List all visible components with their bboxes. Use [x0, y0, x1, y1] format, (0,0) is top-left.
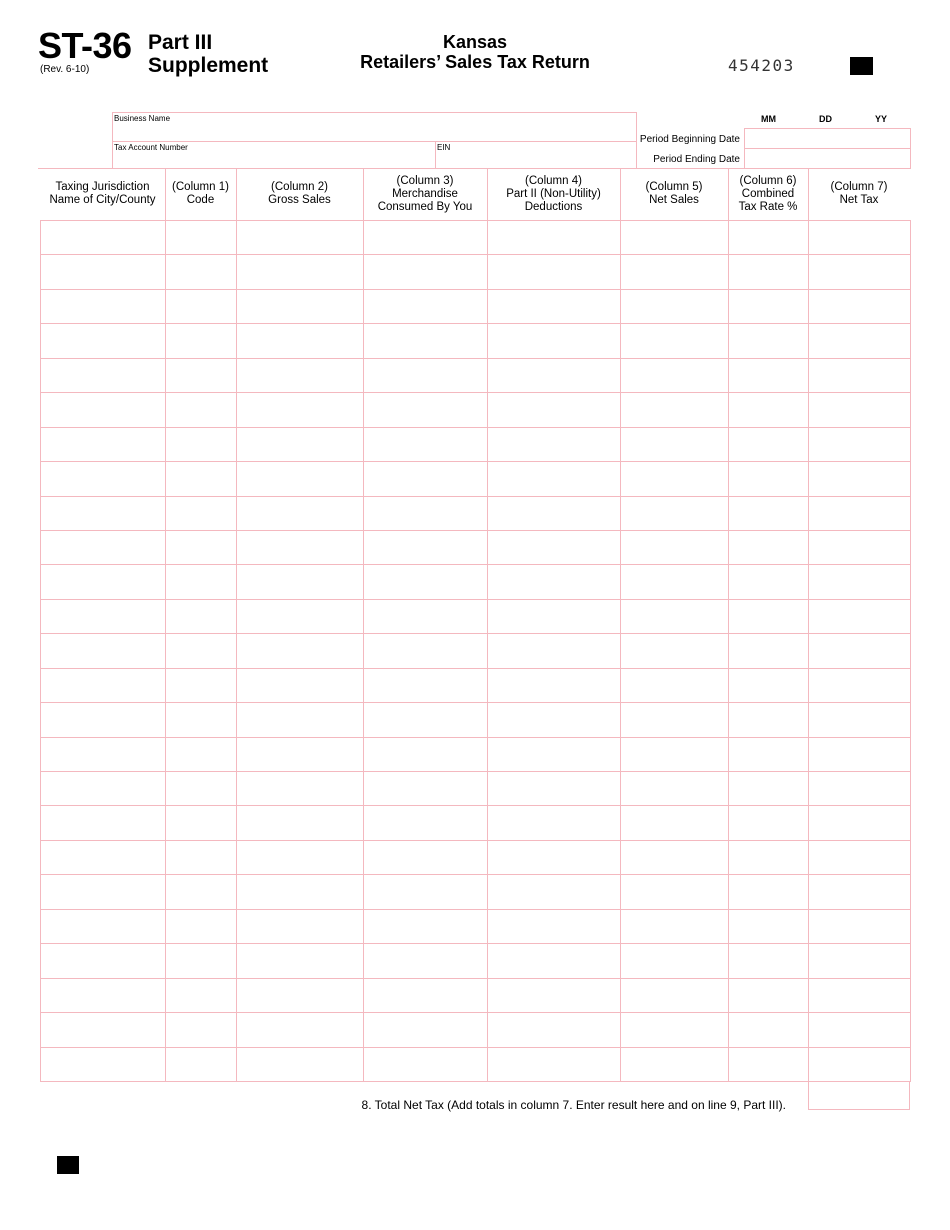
rule: [112, 141, 636, 142]
table-cell[interactable]: [237, 669, 363, 702]
table-cell[interactable]: [488, 1048, 620, 1081]
rule: [435, 141, 436, 168]
table-cell[interactable]: [364, 875, 487, 908]
table-cell[interactable]: [621, 600, 728, 633]
table-cell[interactable]: [488, 1013, 620, 1046]
table-cell[interactable]: [166, 531, 236, 564]
table-cell[interactable]: [364, 324, 487, 357]
table-cell[interactable]: [166, 221, 236, 254]
table-cell[interactable]: [729, 841, 808, 874]
table-cell[interactable]: [364, 290, 487, 323]
table-cell[interactable]: [488, 462, 620, 495]
table-cell[interactable]: [166, 944, 236, 977]
part-line-2: Supplement: [148, 54, 269, 77]
table-cell[interactable]: [621, 359, 728, 392]
table-cell[interactable]: [621, 703, 728, 736]
table-cell[interactable]: [41, 255, 165, 288]
table-cell[interactable]: [488, 738, 620, 771]
table-cell[interactable]: [809, 462, 910, 495]
table-cell[interactable]: [621, 428, 728, 461]
table-cell[interactable]: [809, 875, 910, 908]
table-cell[interactable]: [729, 875, 808, 908]
period-ending-input[interactable]: [746, 150, 909, 167]
tax-account-input[interactable]: [114, 152, 432, 167]
table-cell[interactable]: [729, 255, 808, 288]
table-cell[interactable]: [166, 497, 236, 530]
table-cell[interactable]: [621, 255, 728, 288]
table-cell[interactable]: [364, 669, 487, 702]
table-cell[interactable]: [621, 738, 728, 771]
table-cell[interactable]: [364, 462, 487, 495]
table-cell[interactable]: [809, 772, 910, 805]
table-cell[interactable]: [809, 324, 910, 357]
table-cell[interactable]: [237, 703, 363, 736]
table-cell[interactable]: [621, 669, 728, 702]
table-cell[interactable]: [237, 462, 363, 495]
table-cell[interactable]: [237, 875, 363, 908]
table-cell[interactable]: [729, 910, 808, 943]
table-cell[interactable]: [809, 290, 910, 323]
table-cell[interactable]: [41, 221, 165, 254]
period-beginning-label: Period Beginning Date: [639, 134, 740, 145]
column-header-3: (Column 3) Merchandise Consumed By You: [377, 174, 473, 213]
table-cell[interactable]: [41, 462, 165, 495]
table-cell[interactable]: [237, 634, 363, 667]
table-cell[interactable]: [364, 806, 487, 839]
table-cell[interactable]: [41, 1013, 165, 1046]
table-cell[interactable]: [809, 565, 910, 598]
rule: [112, 112, 113, 168]
period-beginning-input[interactable]: [746, 130, 909, 147]
column-header-4: (Column 4) Part II (Non-Utility) Deductions: [506, 174, 601, 213]
table-cell[interactable]: [729, 600, 808, 633]
table-cell[interactable]: [364, 565, 487, 598]
table-cell[interactable]: [621, 324, 728, 357]
table-cell[interactable]: [621, 910, 728, 943]
tax-account-label: Tax Account Number: [114, 143, 188, 152]
table-cell[interactable]: [237, 221, 363, 254]
table-cell[interactable]: [621, 290, 728, 323]
table-cell[interactable]: [237, 1048, 363, 1081]
table-cell[interactable]: [41, 531, 165, 564]
table-cell[interactable]: [364, 1048, 487, 1081]
table-cell[interactable]: [488, 910, 620, 943]
table-cell[interactable]: [809, 634, 910, 667]
table-cell[interactable]: [41, 600, 165, 633]
column-header-6: (Column 6) Combined Tax Rate %: [738, 174, 798, 213]
table-cell[interactable]: [364, 738, 487, 771]
table-cell[interactable]: [166, 428, 236, 461]
table-cell[interactable]: [364, 944, 487, 977]
form-title: Retailers’ Sales Tax Return: [360, 52, 590, 72]
table-cell[interactable]: [729, 1013, 808, 1046]
table-cell[interactable]: [166, 565, 236, 598]
table-cell[interactable]: [809, 531, 910, 564]
table-cell[interactable]: [166, 703, 236, 736]
table-cell[interactable]: [488, 324, 620, 357]
table-rule: [910, 220, 911, 1081]
table-cell[interactable]: [621, 393, 728, 426]
rule: [910, 128, 911, 168]
table-cell[interactable]: [488, 669, 620, 702]
table-cell[interactable]: [41, 393, 165, 426]
table-cell[interactable]: [488, 565, 620, 598]
table-cell[interactable]: [237, 772, 363, 805]
table-cell[interactable]: [809, 1048, 910, 1081]
date-header-dd: DD: [819, 114, 832, 124]
table-cell[interactable]: [237, 944, 363, 977]
table-cell[interactable]: [729, 565, 808, 598]
business-name-input[interactable]: [114, 124, 634, 140]
table-cell[interactable]: [237, 497, 363, 530]
table-cell[interactable]: [364, 359, 487, 392]
table-cell[interactable]: [488, 875, 620, 908]
table-cell[interactable]: [621, 565, 728, 598]
table-cell[interactable]: [237, 600, 363, 633]
table-cell[interactable]: [809, 497, 910, 530]
table-cell[interactable]: [809, 703, 910, 736]
table-cell[interactable]: [809, 841, 910, 874]
table-cell[interactable]: [729, 979, 808, 1012]
table-cell[interactable]: [729, 324, 808, 357]
table-cell[interactable]: [488, 497, 620, 530]
form-number: 454203: [728, 56, 795, 75]
table-cell[interactable]: [41, 772, 165, 805]
table-cell[interactable]: [166, 324, 236, 357]
table-cell[interactable]: [809, 669, 910, 702]
table-cell[interactable]: [621, 634, 728, 667]
date-header-mm: MM: [761, 114, 776, 124]
table-cell[interactable]: [621, 772, 728, 805]
table-cell[interactable]: [488, 841, 620, 874]
table-cell[interactable]: [237, 290, 363, 323]
part-title: [148, 31, 268, 77]
table-cell[interactable]: [166, 910, 236, 943]
state-title: Kansas: [442, 32, 508, 52]
table-rule: [40, 1081, 911, 1082]
table-cell[interactable]: [729, 393, 808, 426]
table-cell[interactable]: [621, 806, 728, 839]
table-cell[interactable]: [364, 841, 487, 874]
table-cell[interactable]: [488, 255, 620, 288]
table-cell[interactable]: [488, 221, 620, 254]
total-net-tax-input[interactable]: [808, 1081, 910, 1110]
table-cell[interactable]: [809, 979, 910, 1012]
table-cell[interactable]: [809, 359, 910, 392]
table-cell[interactable]: [41, 324, 165, 357]
table-cell[interactable]: [41, 875, 165, 908]
table-cell[interactable]: [729, 703, 808, 736]
total-net-tax-label: 8. Total Net Tax (Add totals in column 7. Enter result here and on line 9, Part III).: [361, 1098, 786, 1112]
business-name-label: Business Name: [114, 114, 171, 123]
table-cell[interactable]: [621, 1048, 728, 1081]
table-cell[interactable]: [729, 462, 808, 495]
table-cell[interactable]: [166, 393, 236, 426]
table-cell[interactable]: [41, 979, 165, 1012]
table-cell[interactable]: [237, 979, 363, 1012]
table-cell[interactable]: [488, 359, 620, 392]
table-cell[interactable]: [809, 221, 910, 254]
table-cell[interactable]: [364, 497, 487, 530]
table-cell[interactable]: [237, 428, 363, 461]
form-revision: (Rev. 6-10): [40, 64, 90, 75]
column-header-5: (Column 5) Net Sales: [645, 181, 703, 206]
ein-input[interactable]: [437, 152, 633, 167]
column-header-2: (Column 2) Gross Sales: [268, 181, 331, 206]
table-cell[interactable]: [41, 359, 165, 392]
table-cell[interactable]: [488, 703, 620, 736]
table-cell[interactable]: [41, 290, 165, 323]
table-cell[interactable]: [237, 565, 363, 598]
table-cell[interactable]: [166, 772, 236, 805]
table-cell[interactable]: [237, 531, 363, 564]
table-cell[interactable]: [364, 600, 487, 633]
column-header-7: (Column 7) Net Tax: [830, 181, 888, 206]
table-cell[interactable]: [166, 738, 236, 771]
table-cell[interactable]: [488, 531, 620, 564]
table-cell[interactable]: [41, 634, 165, 667]
table-cell[interactable]: [237, 1013, 363, 1046]
table-cell[interactable]: [41, 703, 165, 736]
table-cell[interactable]: [166, 875, 236, 908]
table-cell[interactable]: [809, 600, 910, 633]
table-cell[interactable]: [364, 531, 487, 564]
table-cell[interactable]: [729, 944, 808, 977]
table-cell[interactable]: [729, 738, 808, 771]
table-cell[interactable]: [364, 703, 487, 736]
table-cell[interactable]: [809, 255, 910, 288]
table-cell[interactable]: [729, 634, 808, 667]
table-cell[interactable]: [621, 979, 728, 1012]
table-cell[interactable]: [237, 324, 363, 357]
table-cell[interactable]: [729, 806, 808, 839]
table-cell[interactable]: [809, 1013, 910, 1046]
table-cell[interactable]: [237, 738, 363, 771]
table-cell[interactable]: [41, 497, 165, 530]
table-cell[interactable]: [41, 944, 165, 977]
table-cell[interactable]: [488, 634, 620, 667]
table-cell[interactable]: [41, 841, 165, 874]
table-cell[interactable]: [166, 1048, 236, 1081]
table-cell[interactable]: [621, 841, 728, 874]
table-cell[interactable]: [166, 255, 236, 288]
table-cell[interactable]: [621, 531, 728, 564]
table-cell[interactable]: [237, 910, 363, 943]
registration-mark-bottom: [57, 1156, 79, 1174]
form-id: ST-36: [38, 25, 132, 66]
table-cell[interactable]: [41, 806, 165, 839]
table-cell[interactable]: [364, 255, 487, 288]
table-cell[interactable]: [809, 910, 910, 943]
table-cell[interactable]: [364, 910, 487, 943]
table-cell[interactable]: [41, 428, 165, 461]
rule: [744, 128, 745, 168]
table-cell[interactable]: [364, 979, 487, 1012]
table-cell[interactable]: [621, 221, 728, 254]
table-cell[interactable]: [237, 255, 363, 288]
table-cell[interactable]: [729, 1048, 808, 1081]
table-cell[interactable]: [621, 497, 728, 530]
table-cell[interactable]: [729, 290, 808, 323]
table-cell[interactable]: [729, 772, 808, 805]
table-cell[interactable]: [729, 221, 808, 254]
table-cell[interactable]: [621, 1013, 728, 1046]
table-cell[interactable]: [166, 359, 236, 392]
registration-mark-top: [850, 57, 873, 75]
table-cell[interactable]: [237, 359, 363, 392]
rule: [744, 148, 911, 149]
table-cell[interactable]: [809, 806, 910, 839]
table-cell[interactable]: [237, 393, 363, 426]
part-line-1: Part III: [148, 31, 213, 54]
table-cell[interactable]: [488, 806, 620, 839]
table-cell[interactable]: [41, 669, 165, 702]
date-header-yy: YY: [875, 114, 888, 124]
rule: [744, 128, 911, 129]
table-cell[interactable]: [488, 290, 620, 323]
table-cell[interactable]: [488, 428, 620, 461]
table-cell[interactable]: [166, 806, 236, 839]
table-cell[interactable]: [621, 944, 728, 977]
table-cell[interactable]: [621, 462, 728, 495]
table-cell[interactable]: [729, 428, 808, 461]
table-cell[interactable]: [488, 600, 620, 633]
column-header-1: (Column 1) Code: [172, 181, 229, 206]
table-cell[interactable]: [166, 290, 236, 323]
table-cell[interactable]: [364, 634, 487, 667]
table-cell[interactable]: [166, 979, 236, 1012]
table-cell[interactable]: [364, 1013, 487, 1046]
table-cell[interactable]: [809, 393, 910, 426]
table-cell[interactable]: [364, 428, 487, 461]
table-cell[interactable]: [166, 1013, 236, 1046]
table-cell[interactable]: [166, 669, 236, 702]
table-cell[interactable]: [364, 393, 487, 426]
table-cell[interactable]: [364, 772, 487, 805]
table-cell[interactable]: [729, 359, 808, 392]
table-cell[interactable]: [166, 600, 236, 633]
table-cell[interactable]: [41, 910, 165, 943]
table-cell[interactable]: [166, 841, 236, 874]
table-cell[interactable]: [488, 944, 620, 977]
ein-label: EIN: [437, 143, 451, 152]
table-cell[interactable]: [166, 462, 236, 495]
table-cell[interactable]: [237, 841, 363, 874]
table-cell[interactable]: [41, 1048, 165, 1081]
table-cell[interactable]: [729, 531, 808, 564]
table-cell[interactable]: [488, 979, 620, 1012]
table-cell[interactable]: [488, 393, 620, 426]
table-cell[interactable]: [41, 738, 165, 771]
table-cell[interactable]: [488, 772, 620, 805]
table-cell[interactable]: [621, 875, 728, 908]
column-header-0: Taxing Jurisdiction Name of City/County: [49, 181, 156, 206]
table-cell[interactable]: [364, 221, 487, 254]
table-cell[interactable]: [809, 428, 910, 461]
table-cell[interactable]: [166, 634, 236, 667]
table-cell[interactable]: [41, 565, 165, 598]
table-cell[interactable]: [809, 738, 910, 771]
period-ending-label: Period Ending Date: [653, 154, 740, 165]
table-cell[interactable]: [809, 944, 910, 977]
table-cell[interactable]: [729, 669, 808, 702]
rule: [112, 112, 636, 113]
table-cell[interactable]: [237, 806, 363, 839]
table-cell[interactable]: [729, 497, 808, 530]
